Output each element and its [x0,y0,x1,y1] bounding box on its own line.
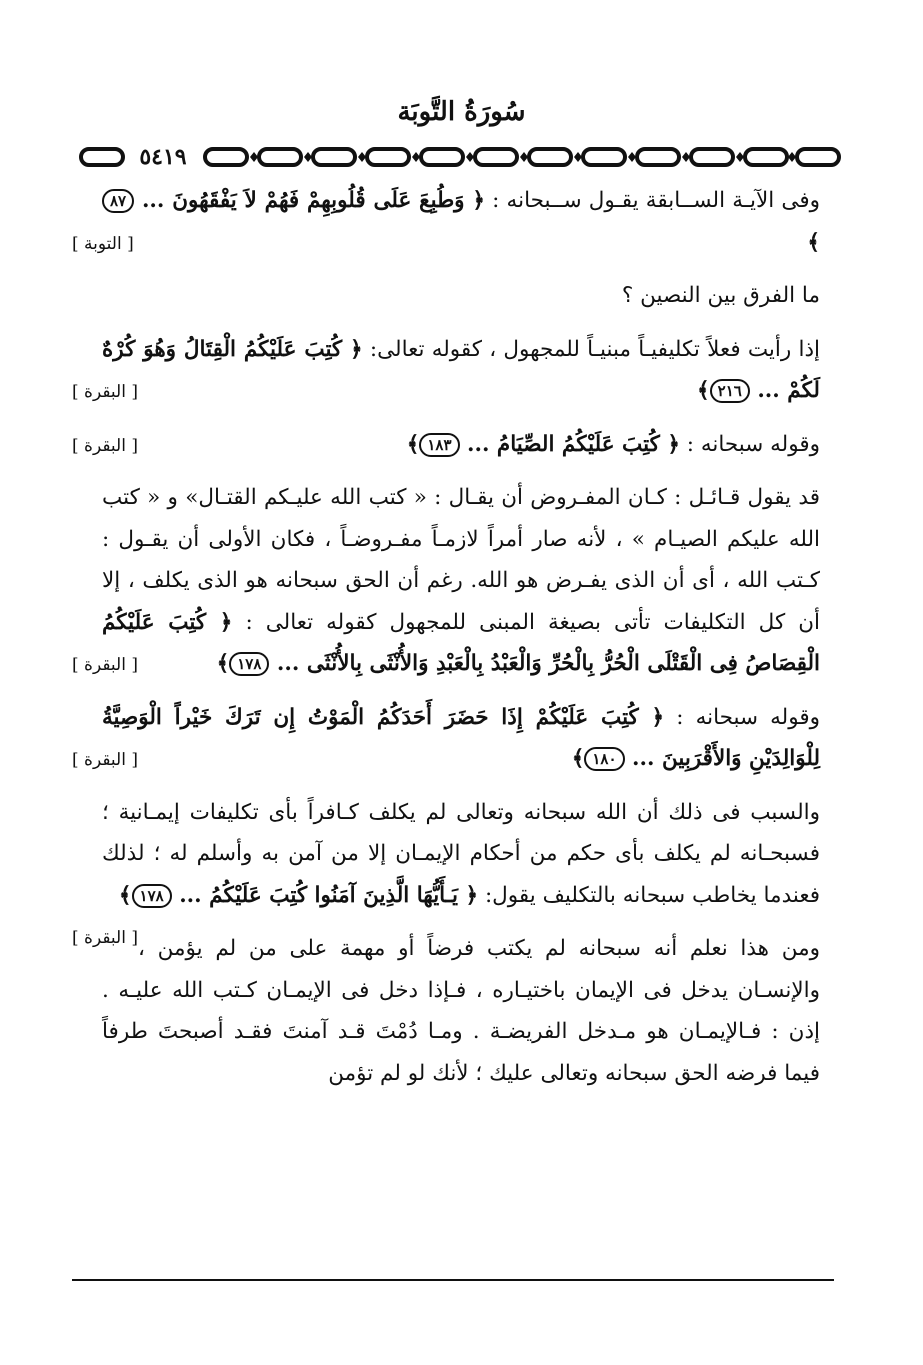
page-number: ٥٤١٩ [128,141,198,173]
quran-verse: ﴿ كُتِبَ عَلَيْكُمُ الصِّيَامُ ... [459,431,680,457]
paragraph [102,275,820,317]
paragraph [72,180,820,263]
paragraph [102,928,820,1094]
surah-title: سُورَةُ التَّوبَة [397,97,526,127]
verse-close-bracket: ﴾ [406,431,420,457]
quran-verse: ﴿ كُتِبَ عَلَيْكُمُ الْقِصَاصُ فِى الْقَتْلَى الْحُرُّ بِالْحُرِّ وَالْعَبْدُ بِالْعَبْدِ وَالأُنْثَى بِالأُنْثَى ... [102,609,820,676]
paragraph [72,329,821,412]
surah-reference: [ البقرة ] [72,750,138,770]
paragraph-text: وفى الآيـة الســابقة يقـول ســبحانه : [484,188,820,213]
quran-verse: ﴿ كُتِبَ عَلَيْكُمُ الْقِتَالُ وَهُوَ كُرْهٌ لَكُمْ ... [102,336,820,403]
paragraph-text: وقوله سبحانه : [679,431,820,457]
surah-reference: [ البقرة ] [72,435,138,456]
paragraph [72,697,820,780]
verse-number: ١٨٣ [419,433,459,457]
verse-number: ٢١٦ [710,379,750,403]
footer-rule [72,1279,834,1281]
paragraph [72,477,820,685]
paragraph-text: وقوله سبحانه : [664,704,820,730]
verse-number: ١٧٨ [132,884,172,908]
verse-number: ٨٧ [102,189,134,213]
paragraph-text: قد يقول قـائـل : كـان المفـروض أن يقـال : « كتب الله عليـكم القتـال» و « كتب الله عليكم الصيـام » ، لأنه صار أمراً لازمـاً مفـروضـاً ، فكان الأولى أن يقـول : كـتب الله ، أى أن الذى يفـرض هو الله. رغم أن الحق سبحانه هو الذى يكلف ، إلا أن كل التكليفات تأتى بصيغة المبنى للمجهول كقوله تعالى : [102,485,820,635]
paragraph-text: ومن هذا نعلم أنه سبحانه لم يكتب فرضاً أو مهمة على من لم يؤمن ، والإنسـان يدخل فى الإيمان باختيـاره ، فـإذا دخل فى الإيمـان كـتب الله عليـه . إذن : فـالإيمـان هو مـدخل الفريضـة . ومـا دُمْتَ قـد آمنتَ فقـد أصبحتَ طرفاً فيما فرضه الحق سبحانه وتعالى عليك ؛ لأنك لو لم تؤمن [102,936,820,1086]
quran-verse: ﴿ يَـأَيُّهَا الَّذِينَ آمَنُوا كُتِبَ عَلَيْكُمُ ... [171,882,479,908]
verse-close-bracket: ﴾ [571,746,585,771]
verse-number: ١٨٠ [584,747,624,771]
verse-close-bracket: ﴾ [697,378,710,403]
body-text [72,180,821,1094]
paragraph [72,792,820,948]
paragraph [72,424,820,466]
verse-number: ١٧٨ [229,652,269,676]
verse-close-bracket: ﴾ [216,651,230,676]
surah-reference: [ البقرة ] [72,928,138,948]
paragraph-text: إذا رأيت فعلاً تكليفيـاً مبنيـاً للمجهول ، كقوله تعالى: [362,336,821,362]
verse-close-bracket: ﴾ [807,229,820,255]
quran-verse: ﴿ كُتِبَ عَلَيْكُمْ إِذَا حَضَرَ أَحَدَكُمُ الْمَوْتُ إِن تَرَكَ خَيْراً الْوَصِيَّةُ لِلْوَالِدَيْنِ وَالأَقْرَبِينَ ... [102,704,820,771]
surah-reference: [ البقرة ] [72,382,138,402]
quran-verse: ﴿ وَطُبِعَ عَلَى قُلُوبِهِمْ فَهُمْ لاَ يَفْقَهُونَ ... [134,188,485,213]
surah-reference: [ التوبة ] [72,233,134,254]
surah-reference: [ البقرة ] [72,655,138,675]
paragraph-text: ما الفرق بين النصين ؟ [621,283,820,308]
paragraph-text: والسبب فى ذلك أن الله سبحانه وتعالى لم يكلف كـافراً بأى تكليفات إيمـانية ؛ فسبحـانه لم يكلف بأى حكم من أحكام الإيمـان إلا من آمن به وأسلم له ؛ لذلك فعندما يخاطب سبحانه بالتكليف يقول: [102,799,820,908]
verse-close-bracket: ﴾ [118,882,132,908]
